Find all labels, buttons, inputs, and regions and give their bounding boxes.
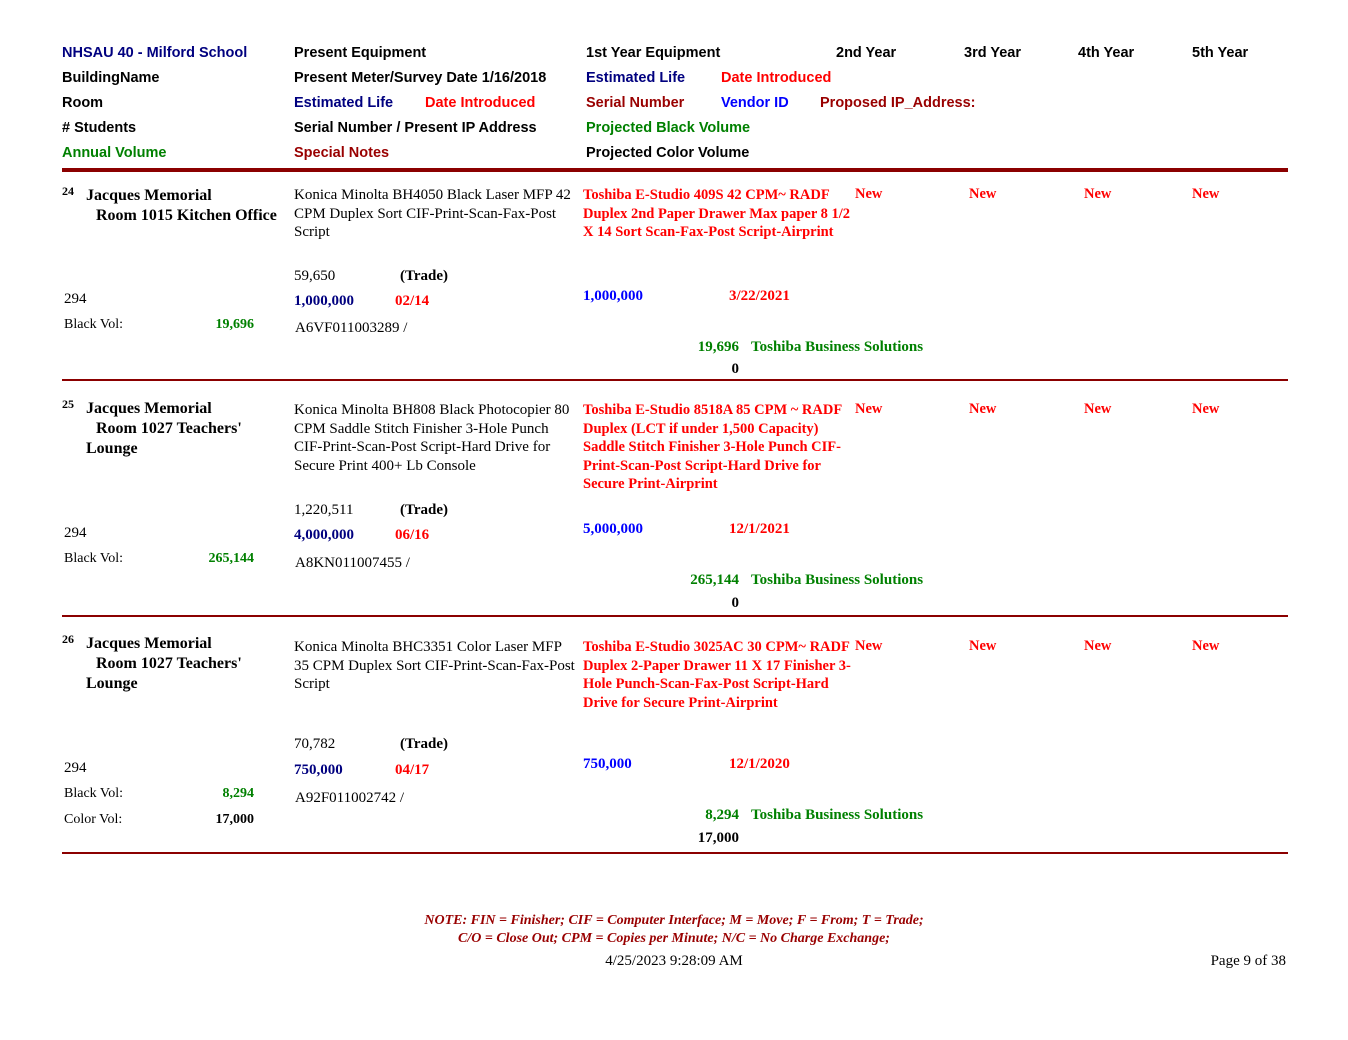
present-meter-value: 1,220,511 [294,502,354,518]
report-header [62,42,1288,162]
first-year-date-introduced: 3/22/2021 [729,288,790,304]
projected-black-volume: 265,144 [690,572,739,588]
header-row-4 [62,120,1288,142]
present-equipment-description: Konica Minolta BHC3351 Color Laser MFP 35 CPM Duplex Sort CIF-Print-Scan-Fax-Post Script [294,639,575,692]
header-proposed-ip: Proposed IP_Address: [820,95,976,111]
year-2-value: New [855,401,883,417]
present-estimated-life: 4,000,000 [294,527,354,543]
header-year-5: 5th Year [1192,45,1249,61]
projected-black-volume: 19,696 [697,339,739,355]
header-present-meter: Present Meter/Survey Date 1/16/2018 [294,70,547,86]
record-building-name: Jacques Memorial [86,187,212,204]
row-divider-rule [62,379,1288,381]
first-year-date-introduced: 12/1/2020 [729,756,790,772]
year-2-value: New [855,638,883,654]
year-5-value: New [1192,186,1220,202]
record-room: Room 1027 Teachers' [96,420,242,437]
record-room: Room 1027 Teachers' [96,655,242,672]
record-students: 294 [64,760,87,776]
present-equipment-description: Konica Minolta BH808 Black Photocopier 80 CPM Saddle Stitch Finisher 3-Hole Punch CIF-Print-Scan-Post Script-Hard Drive for Secure Print 400+ Lb Console [294,402,570,474]
footer-page-number: Page 9 of 38 [1210,953,1286,969]
record-room-line2: Lounge [86,440,138,457]
year-2-value: New [855,186,883,202]
first-year-estimated-life: 5,000,000 [583,521,643,537]
projected-color-volume: 0 [731,361,739,377]
footer-timestamp: 4/25/2023 9:28:09 AM [605,953,743,969]
header-divider-rule [62,168,1288,172]
present-estimated-life: 750,000 [294,762,343,778]
row-divider-rule [62,615,1288,617]
record-building [86,399,301,459]
black-vol-label: Black Vol: [64,551,123,566]
header-projected-color: Projected Color Volume [586,145,750,161]
header-serial-present-ip: Serial Number / Present IP Address [294,120,537,136]
black-vol-value: 8,294 [222,786,254,801]
header-row-5 [62,145,1288,167]
present-estimated-life: 1,000,000 [294,293,354,309]
header-annual-volume: Annual Volume [62,145,167,161]
header-row-3 [62,95,1288,117]
record-students: 294 [64,525,87,541]
year-4-value: New [1084,638,1112,654]
header-row-2 [62,70,1288,92]
first-year-estimated-life: 1,000,000 [583,288,643,304]
projected-black-volume: 8,294 [705,807,739,823]
first-year-equipment-description: Toshiba E-Studio 3025AC 30 CPM~ RADF Duplex 2-Paper Drawer 11 X 17 Finisher 3-Hole Punch-Scan-Fax-Post Script-Hard Drive for Secure Print-Airprint [583,639,851,711]
black-vol-value: 265,144 [208,551,254,566]
header-serial-number: Serial Number [586,95,685,111]
first-year-estimated-life: 750,000 [583,756,632,772]
header-building-name: BuildingName [62,70,160,86]
present-trade-label: (Trade) [400,268,449,284]
footer-note-line-1: NOTE: FIN = Finisher; CIF = Computer Interface; M = Move; F = From; T = Trade; [424,913,924,928]
year-3-value: New [969,401,997,417]
present-trade-label: (Trade) [400,736,449,752]
black-vol-label: Black Vol: [64,786,123,801]
projected-color-volume: 0 [731,595,739,611]
present-date-introduced: 06/16 [395,527,430,543]
year-4-value: New [1084,401,1112,417]
present-meter-value: 70,782 [294,736,336,752]
footer-note-line-2: C/O = Close Out; CPM = Copies per Minute; N/C = No Charge Exchange; [458,931,890,946]
present-trade-label: (Trade) [400,502,449,518]
present-date-introduced: 04/17 [395,762,430,778]
vendor-name: Toshiba Business Solutions [751,572,924,588]
header-year-3: 3rd Year [964,45,1021,61]
header-year-4: 4th Year [1078,45,1135,61]
vendor-name: Toshiba Business Solutions [751,339,924,355]
header-projected-black: Projected Black Volume [586,120,751,136]
record-room: Room 1015 Kitchen Office [96,207,277,224]
header-date-introduced: Date Introduced [425,95,536,111]
header-school-name: NHSAU 40 - Milford School [62,45,248,61]
present-meter-value: 59,650 [294,268,336,284]
header-row-1 [62,45,1288,67]
record-students: 294 [64,291,87,307]
record-building [86,186,301,226]
first-year-date-introduced: 12/1/2021 [729,521,790,537]
color-vol-value: 17,000 [215,812,254,827]
header-estimated-life: Estimated Life [294,95,394,111]
header-students: # Students [62,120,137,136]
header-vendor-id: Vendor ID [721,95,789,111]
table-bottom-rule [62,852,1288,854]
record-building-name: Jacques Memorial [86,635,212,652]
header-present-equipment: Present Equipment [294,45,427,61]
year-4-value: New [1084,186,1112,202]
color-vol-label: Color Vol: [64,812,123,827]
year-5-value: New [1192,401,1220,417]
header-estimated-life-first: Estimated Life [586,70,686,86]
present-date-introduced: 02/14 [395,293,430,309]
present-serial-number: A6VF011003289 / [295,320,408,336]
black-vol-value: 19,696 [215,317,254,332]
year-3-value: New [969,186,997,202]
header-year-2: 2nd Year [836,45,897,61]
vendor-name: Toshiba Business Solutions [751,807,924,823]
present-serial-number: A8KN011007455 / [295,555,410,571]
header-date-introduced-first: Date Introduced [721,70,832,86]
record-index: 26 [62,632,74,646]
record-index: 25 [62,397,74,411]
present-equipment-description: Konica Minolta BH4050 Black Laser MFP 42 CPM Duplex Sort CIF-Print-Scan-Fax-Post Script [294,187,571,240]
record-building-name: Jacques Memorial [86,400,212,417]
record-room-line2: Lounge [86,675,138,692]
black-vol-label: Black Vol: [64,317,123,332]
header-room: Room [62,95,104,111]
first-year-equipment-description: Toshiba E-Studio 409S 42 CPM~ RADF Duplex 2nd Paper Drawer Max paper 8 1/2 X 14 Sort Scan-Fax-Post Script-Airprint [583,187,851,240]
present-serial-number: A92F011002742 / [295,790,405,806]
header-special-notes: Special Notes [294,145,390,161]
year-5-value: New [1192,638,1220,654]
record-index: 24 [62,184,74,198]
projected-color-volume: 17,000 [697,830,739,846]
record-building [86,634,301,694]
header-first-year-equipment: 1st Year Equipment [586,45,721,61]
year-3-value: New [969,638,997,654]
first-year-equipment-description: Toshiba E-Studio 8518A 85 CPM ~ RADF Duplex (LCT if under 1,500 Capacity) Saddle Stitch Finisher 3-Hole Punch CIF-Print-Scan-Post Script-Hard Drive for Secure Print-Airprint [583,402,842,492]
